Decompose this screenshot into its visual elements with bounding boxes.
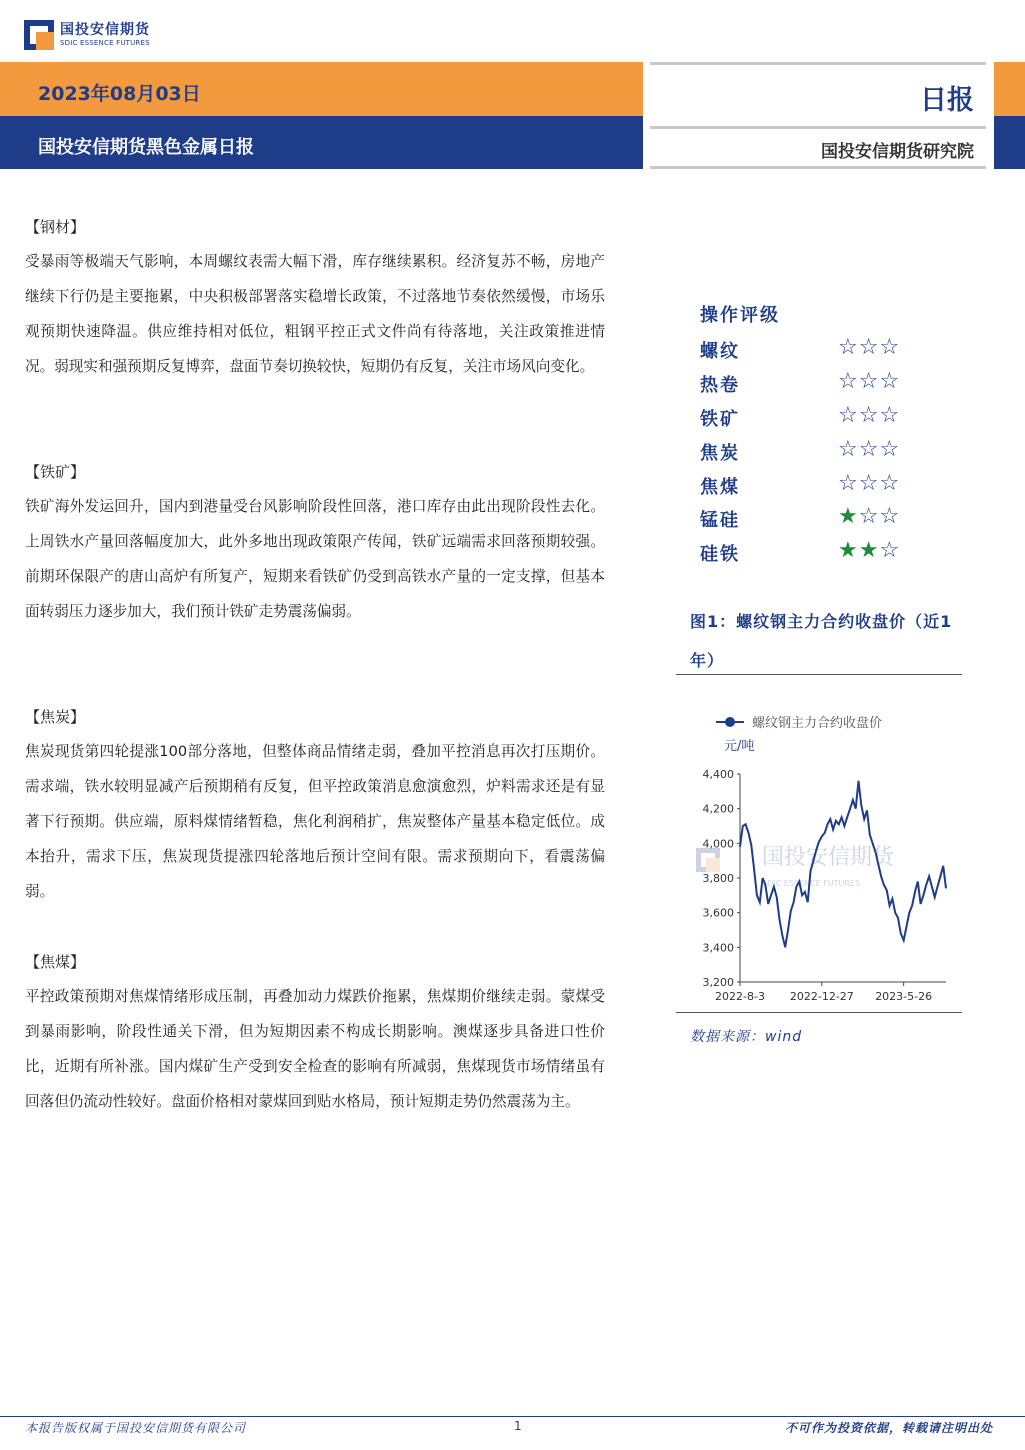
rating-stars-icon: ☆☆☆: [838, 369, 901, 394]
footer-copyright: 本报告版权属于国投安信期货有限公司: [25, 1421, 247, 1435]
figure-title: 图1：螺纹钢主力合约收盘价（近1年）: [690, 612, 953, 670]
x-tick-label: 2023-5-26: [875, 990, 933, 1003]
rating-name: 螺纹: [700, 341, 740, 362]
section-heading-steel: 【钢材】: [25, 218, 86, 236]
rating-stars-icon: ☆☆☆: [838, 437, 901, 462]
footer-rule: [0, 1416, 1025, 1417]
rating-name: 焦炭: [700, 443, 740, 464]
watermark-cn: 国投安信期货: [762, 845, 895, 870]
section-text-steel: 受暴雨等极端天气影响，本周螺纹表需大幅下滑，库存继续累积。经济复苏不畅，房地产继续下行仍是主要拖累，中央积极部署落实稳增长政策，不过落地节奏依然缓慢，市场乐观预期快速降温。供应维持相对低位，粗钢平控正式文件尚有待落地，关注政策推进情况。弱现实和强预期反复博弈，盘面节奏切换较快，短期仍有反复，关注市场风向变化。: [25, 253, 605, 375]
x-tick-label: 2022-12-27: [789, 990, 854, 1003]
section-heading-coking-coal: 【焦煤】: [25, 953, 86, 971]
footer-disclaimer: 不可作为投资依据，转载请注明出处: [784, 1421, 993, 1435]
y-tick-label: 4,000: [702, 837, 734, 851]
y-tick-label: 3,200: [702, 976, 734, 989]
header-side-bar: [994, 62, 1025, 169]
section-heading-iron-ore: 【铁矿】: [25, 463, 86, 481]
rating-stars-icon: ☆☆☆: [838, 403, 901, 428]
y-axis-unit: 元/吨: [724, 739, 755, 754]
section-text-coke: 焦炭现货第四轮提涨100部分落地，但整体商品情绪走弱，叠加平控消息再次打压期价。需求端，铁水较明显减产后预期稍有反复，但平控政策消息愈演愈烈，炉料需求还是有显著下行预期。供应端，原料煤情绪暂稳，焦化利润稍扩，焦炭整体产量基本稳定低位。成本抬升，需求下压，焦炭现货提涨四轮落地后预计空间有限。需求预期向下，看震荡偏弱。: [25, 743, 605, 900]
price-chart-svg: [676, 700, 962, 1008]
rating-name: 焦煤: [700, 477, 740, 498]
rating-row: [700, 371, 910, 399]
rating-row: [700, 473, 910, 501]
x-tick-label: 2022-8-3: [715, 990, 765, 1003]
price-chart: [676, 700, 962, 1008]
section-text-coking-coal: 平控政策预期对焦煤情绪形成压制，再叠加动力煤跌价拖累，焦煤期价继续走弱。蒙煤受到暴雨影响，阶段性通关下滑，但为短期因素不构成长期影响。澳煤逐步具备进口性价比，近期有所补涨。国内煤矿生产受到安全检查的影响有所减弱，焦煤现货市场情绪虽有回落但仍流动性较好。盘面价格相对蒙煤回到贴水格局，预计短期走势仍然震荡为主。: [25, 988, 605, 1110]
legend-label: 螺纹钢主力合约收盘价: [752, 716, 883, 731]
rating-name: 锰硅: [700, 510, 740, 531]
rating-name: 硅铁: [700, 544, 740, 565]
rating-row: [700, 540, 910, 568]
y-tick-label: 3,400: [702, 941, 734, 955]
rating-name: 铁矿: [700, 409, 740, 430]
rating-stars-icon: ☆☆☆: [838, 471, 901, 496]
page-number: 1: [514, 1419, 522, 1433]
rating-title: 操作评级: [700, 305, 780, 326]
rating-name: 热卷: [700, 375, 740, 396]
legend-marker-icon: [725, 717, 735, 727]
rating-row: [700, 337, 910, 365]
company-logo: [24, 18, 150, 52]
rating-row: [700, 405, 910, 433]
institute-name: 国投安信期货研究院: [821, 142, 974, 162]
y-tick-label: 3,800: [702, 872, 734, 885]
section-heading-coke: 【焦炭】: [25, 708, 86, 726]
chart-axes: [740, 774, 946, 982]
rating-stars-icon: ☆☆☆: [838, 335, 901, 360]
report-type-box: [650, 62, 986, 169]
chart-legend: [716, 715, 882, 731]
rating-stars-icon: ★☆☆: [838, 504, 901, 529]
rating-row: [700, 506, 910, 534]
logo-mark-icon: [24, 20, 54, 50]
section-text-iron-ore: 铁矿海外发运回升，国内到港量受台风影响阶段性回落，港口库存由此出现阶段性去化。上周铁水产量回落幅度加大，此外多地出现政策限产传闻，铁矿远端需求回落预期较强。前期环保限产的唐山高炉有所复产，短期来看铁矿仍受到高铁水产量的一定支撑，但基本面转弱压力逐步加大，我们预计铁矿走势震荡偏弱。: [25, 498, 605, 620]
logo-name-en: SDIC ESSENCE FUTURES: [60, 39, 150, 47]
report-type: 日报: [920, 85, 974, 116]
figure-bottom-rule: [676, 1012, 962, 1013]
report-date: 2023年08月03日: [38, 83, 201, 105]
y-tick-label: 3,600: [702, 906, 734, 920]
logo-name-cn: 国投安信期货: [60, 22, 150, 38]
figure-top-rule: [676, 674, 962, 675]
figure-source: 数据来源：wind: [690, 1029, 803, 1045]
y-tick-label: 4,400: [702, 768, 734, 781]
report-title: 国投安信期货黑色金属日报: [38, 137, 254, 158]
rating-row: [700, 439, 910, 467]
rating-stars-icon: ★★☆: [838, 538, 901, 563]
y-tick-label: 4,200: [702, 802, 734, 816]
watermark-en: SDIC ESSENCE FUTURES: [762, 879, 861, 888]
